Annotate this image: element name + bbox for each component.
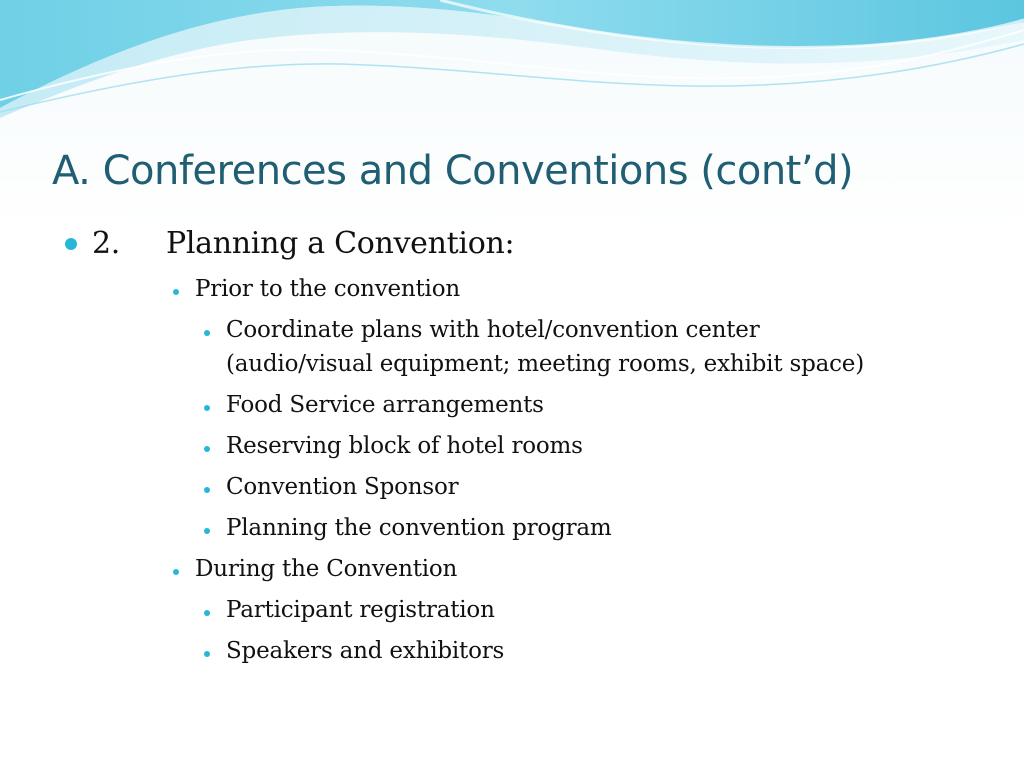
bullet-level3	[204, 405, 210, 411]
list-item: Food Service arrangements	[226, 392, 544, 418]
list-item: Participant registration	[226, 597, 495, 623]
slide-title: A. Conferences and Conventions (cont’d)	[52, 148, 854, 194]
section-label: During the Convention	[195, 556, 458, 582]
item-number: 2.	[92, 226, 121, 261]
bullet-level3	[204, 330, 210, 336]
section-label: Prior to the convention	[195, 276, 460, 302]
bullet-level3	[204, 446, 210, 452]
bullet-level1	[65, 238, 77, 250]
bullet-level3	[204, 528, 210, 534]
list-item: Convention Sponsor	[226, 474, 459, 500]
bullet-level3	[204, 651, 210, 657]
list-item: Coordinate plans with hotel/convention center	[226, 317, 760, 343]
item-heading: Planning a Convention:	[166, 226, 515, 261]
list-item-continuation: (audio/visual equipment; meeting rooms, exhibit space)	[226, 351, 864, 377]
list-item: Speakers and exhibitors	[226, 638, 505, 664]
bullet-level3	[204, 487, 210, 493]
list-item: Planning the convention program	[226, 515, 612, 541]
list-item: Reserving block of hotel rooms	[226, 433, 583, 459]
bullet-level2	[173, 569, 179, 575]
bullet-level2	[173, 289, 179, 295]
bullet-level3	[204, 610, 210, 616]
